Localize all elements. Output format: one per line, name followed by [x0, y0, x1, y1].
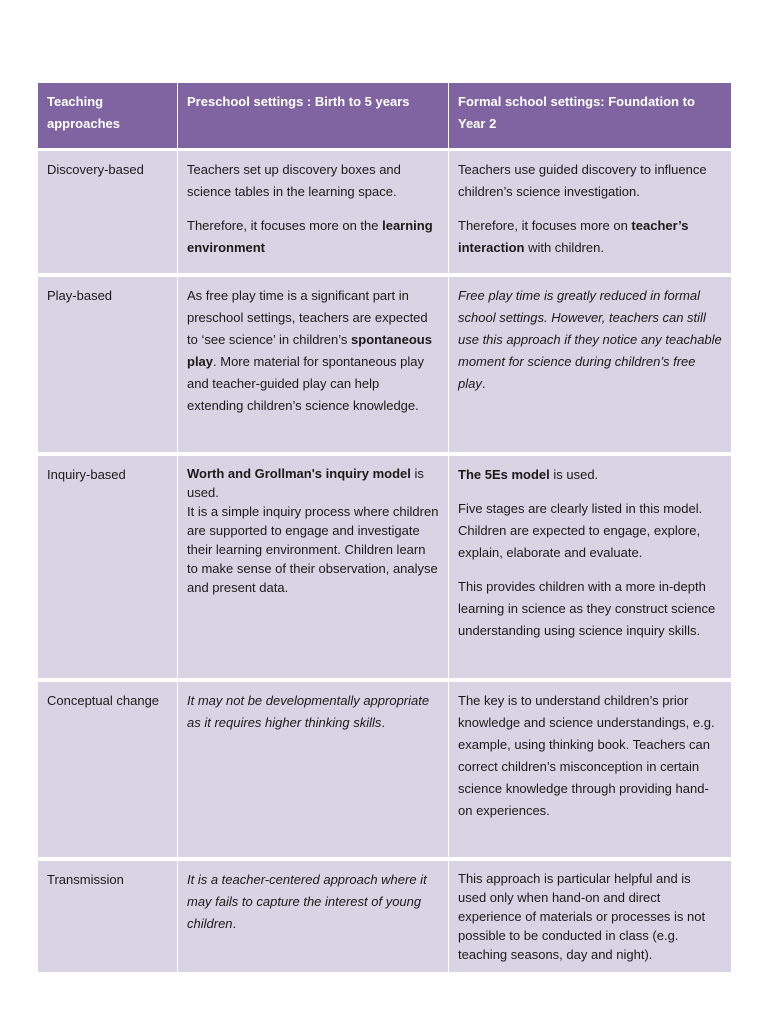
formal-school-cell — [448, 456, 731, 682]
cell-italic-text: It may not be developmentally appropriate as it requires higher thinking skills — [187, 693, 430, 730]
table-row — [38, 861, 731, 976]
approach-name: Discovery-based — [38, 151, 177, 277]
cell-text: Therefore, it focuses more on — [458, 218, 632, 233]
approach-name: Transmission — [38, 861, 177, 976]
cell-paragraph: This provides children with a more in-depth learning in science as they construct science understanding using science inquiry skills. — [458, 579, 716, 638]
formal-school-cell — [448, 682, 731, 861]
preschool-cell — [177, 151, 448, 277]
cell-paragraph: Teachers use guided discovery to influence children’s science investigation. — [458, 162, 707, 199]
header-teaching-approaches: Teaching approaches — [38, 83, 177, 151]
cell-paragraph: This approach is particular helpful and is used only when hand-on and direct experience of materials or processes is not possible to be conducted in class (e.g. teaching seasons, day and night). — [458, 871, 706, 962]
table-row — [38, 456, 731, 682]
cell-paragraph — [458, 215, 722, 259]
cell-text: with children. — [524, 240, 604, 255]
table-header — [38, 83, 731, 151]
cell-text: is used. — [549, 467, 599, 482]
cell-text: As free play time is a significant part in preschool settings, teachers are expected to ‘see science’ in children’s — [187, 288, 428, 347]
cell-italic-text: It is a teacher-centered approach where it may fails to capture the interest of young children — [187, 872, 427, 931]
approach-name: Conceptual change — [38, 682, 177, 861]
cell-text: Therefore, it focuses more on the — [187, 218, 383, 233]
cell-text: . — [232, 916, 237, 931]
cell-paragraph: It is a simple inquiry process where children are supported to engage and investigate their learning environment. Children learn to make sense of their observation, analyse and present data. — [187, 504, 439, 595]
table-row — [38, 151, 731, 277]
cell-paragraph — [187, 690, 439, 734]
header-formal-school-settings: Formal school settings: Foundation to Year 2 — [448, 83, 731, 151]
cell-paragraph — [187, 464, 439, 502]
cell-paragraph — [187, 285, 439, 417]
cell-paragraph: Teachers set up discovery boxes and science tables in the learning space. — [187, 162, 401, 199]
cell-bold-text: spontaneous play — [187, 332, 432, 369]
cell-paragraph: Five stages are clearly listed in this model. Children are expected to engage, explore, explain, elaborate and evaluate. — [458, 501, 703, 560]
cell-paragraph: The key is to understand children’s prior knowledge and science understandings, e.g. example, using thinking book. Teachers can correct children’s misconception in certain science knowledge through providing hand-on experiences. — [458, 693, 715, 818]
cell-paragraph — [187, 869, 439, 935]
cell-italic-text: Free play time is greatly reduced in formal school settings. However, teachers can still use this approach if they notice any teachable moment for science during children’s free play — [458, 288, 722, 391]
formal-school-cell — [448, 277, 731, 456]
table-row — [38, 682, 731, 861]
header-preschool-settings: Preschool settings : Birth to 5 years — [177, 83, 448, 151]
cell-bold-text: learning environment — [187, 218, 433, 255]
preschool-cell — [177, 682, 448, 861]
cell-text: . — [381, 715, 385, 730]
cell-paragraph — [458, 285, 722, 395]
cell-bold-text: Worth and Grollman's inquiry model — [187, 466, 411, 481]
cell-bold-text: The 5Es model — [458, 467, 550, 482]
cell-text: . More material for spontaneous play and teacher-guided play can help extending children’s science knowledge. — [187, 354, 425, 413]
cell-paragraph — [458, 464, 722, 486]
cell-paragraph — [187, 215, 439, 259]
table-body — [38, 151, 731, 976]
approach-name: Play-based — [38, 277, 177, 456]
formal-school-cell — [448, 861, 731, 976]
cell-text: . — [481, 376, 486, 391]
header-row — [38, 83, 731, 151]
preschool-cell — [177, 277, 448, 456]
formal-school-cell — [448, 151, 731, 277]
approach-name: Inquiry-based — [38, 456, 177, 682]
teaching-approaches-table — [38, 83, 731, 976]
preschool-cell — [177, 456, 448, 682]
cell-bold-text: teacher’s interaction — [458, 218, 689, 255]
table-row — [38, 277, 731, 456]
cell-text: is used. — [187, 466, 424, 500]
preschool-cell — [177, 861, 448, 976]
